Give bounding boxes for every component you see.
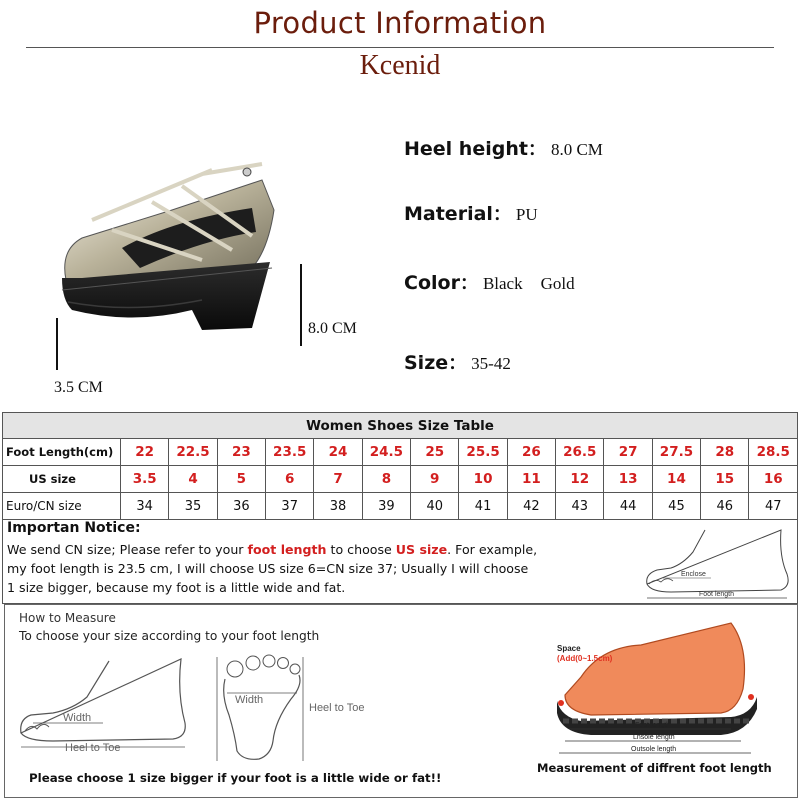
title-divider [26,47,774,48]
notice-text: We send CN size; Please refer to your [7,542,248,557]
size-table [2,412,798,520]
diagram-space-label: Space [557,644,581,653]
table-cell: 34 [121,493,169,520]
diagram-space-range: (Add(0~1.5cm) [557,654,613,663]
table-cell: 40 [411,493,459,520]
spec-heel-label: Heel height： [404,138,547,160]
table-cell: 37 [266,493,314,520]
table-cell: 8 [362,466,410,493]
table-cell: 45 [652,493,700,520]
table-cell: 23 [217,439,265,466]
diagram-insole-length-label: Lnsole length [633,734,675,741]
measure-title: How to Measure [19,611,116,625]
table-cell: 14 [652,466,700,493]
table-cell: 22.5 [169,439,217,466]
table-cell: 27 [604,439,652,466]
table-row [3,493,798,520]
table-cell: 24.5 [362,439,410,466]
spec-color-value-1: Black [482,274,523,293]
table-cell: 28 [701,439,749,466]
table-cell: 44 [604,493,652,520]
measure-diagram-caption: Measurement of diffrent foot length [537,761,772,775]
table-row [3,439,798,466]
page-title: Product Information [253,6,547,40]
table-row [3,466,798,493]
notice-title: Importan Notice: [7,520,141,536]
table-cell: 43 [556,493,604,520]
foot-top-sketch [213,651,403,763]
table-cell: 7 [314,466,362,493]
shoe-image [52,150,292,350]
table-cell: 16 [749,466,798,493]
notice-text: . For example, [447,542,538,557]
table-cell: 24 [314,439,362,466]
spec-color-label: Color： [404,272,479,294]
row-label-us-size: US size [3,466,121,493]
spec-size-label: Size： [404,352,468,374]
row-label-euro-cn-size: Euro/CN size [3,493,121,520]
diagram-outsole-length-label: Outsole length [631,746,677,753]
notice-line-2: my foot length is 23.5 cm, I will choose US size 6=CN size 37; Usually I will choose [7,561,529,576]
heel-dimension-label: 8.0 CM [308,320,357,337]
table-cell: 25.5 [459,439,507,466]
notice-line-1 [7,540,637,559]
spec-color-value-2: Gold [540,274,575,293]
table-cell: 23.5 [266,439,314,466]
table-cell: 12 [556,466,604,493]
spec-size [404,348,511,375]
table-cell: 26.5 [556,439,604,466]
notice-text: to choose [326,542,396,557]
notice-panel [2,518,798,604]
notice-body [7,540,637,597]
table-cell: 36 [217,493,265,520]
table-cell: 11 [507,466,555,493]
table-cell: 13 [604,466,652,493]
spec-heel-value: 8.0 CM [550,140,603,159]
table-cell: 27.5 [652,439,700,466]
notice-highlight-us-size: US size [395,542,448,557]
foot-diagram-enclose-label: Enclose [681,571,706,578]
table-cell: 35 [169,493,217,520]
spec-material-label: Material： [404,203,512,225]
top-sketch-width-label: Width [235,694,264,706]
brand-name: Kcenid [359,50,441,81]
table-cell: 6 [266,466,314,493]
platform-dimension-label: 3.5 CM [54,379,103,396]
top-sketch-heel-to-toe-label: Heel to Toe [309,702,365,714]
table-cell: 41 [459,493,507,520]
table-cell: 38 [314,493,362,520]
table-cell: 9 [411,466,459,493]
foot-length-diagram [551,617,761,761]
table-cell: 26 [507,439,555,466]
measure-bottom-note: Please choose 1 size bigger if your foot is a little wide or fat!! [29,771,442,785]
side-sketch-heel-to-toe-label: Heel to Toe [65,742,121,753]
notice-line-3: 1 size bigger, because my foot is a little wide and fat. [7,580,346,595]
table-cell: 5 [217,466,265,493]
foot-diagram-length-label: Foot length [699,591,735,598]
table-cell: 10 [459,466,507,493]
spec-heel-height [404,134,603,161]
table-cell: 22 [121,439,169,466]
heel-dimension-line [300,264,302,346]
spec-color [404,268,575,295]
platform-dimension-line [56,318,58,370]
table-cell: 28.5 [749,439,798,466]
spec-material [404,199,538,226]
table-cell: 3.5 [121,466,169,493]
measure-subtitle: To choose your size according to your foot length [19,629,320,643]
table-cell: 47 [749,493,798,520]
table-cell: 4 [169,466,217,493]
table-cell: 42 [507,493,555,520]
table-cell: 39 [362,493,410,520]
table-cell: 46 [701,493,749,520]
table-cell: 15 [701,466,749,493]
side-sketch-width-label: Width [63,712,92,724]
table-cell: 25 [411,439,459,466]
how-to-measure-panel [4,604,798,798]
size-table-caption: Women Shoes Size Table [3,413,798,439]
foot-side-diagram [641,526,795,604]
diagram-foot-length-label: Foot length [635,722,671,729]
foot-side-sketch [13,653,193,753]
spec-size-value: 35-42 [471,354,511,373]
notice-highlight-foot-length: foot length [247,542,327,557]
spec-material-value: PU [515,205,538,224]
row-label-foot-length: Foot Length(cm) [3,439,121,466]
